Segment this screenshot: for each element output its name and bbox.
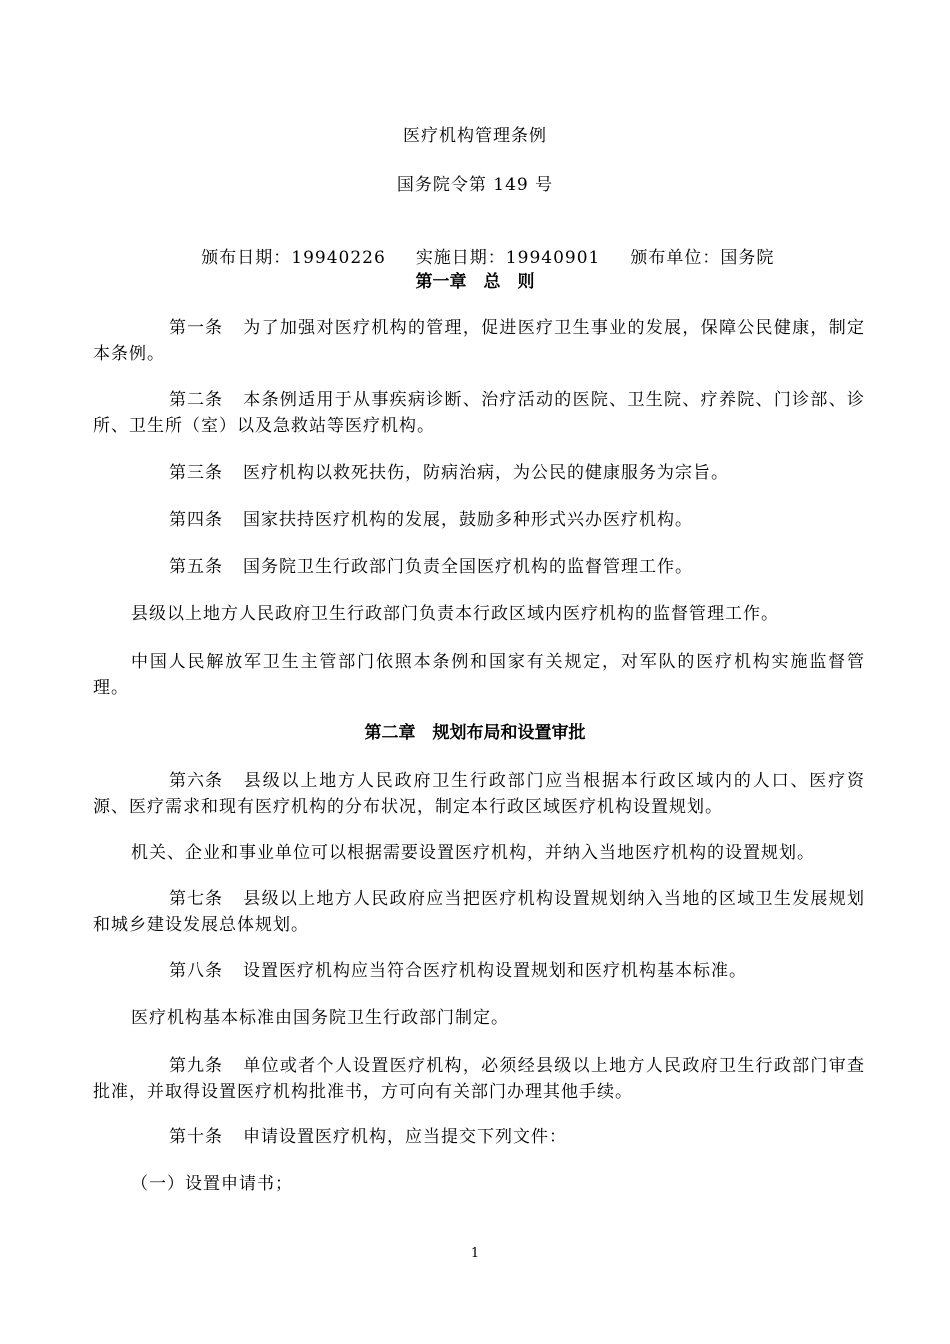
chapter-heading: 第一章 总 则: [415, 272, 535, 292]
article-text: 医疗机构以救死扶伤，防病治病，为公民的健康服务为宗旨。: [243, 463, 729, 483]
article-number: 第四条: [169, 510, 223, 530]
paragraph-text: 机关、企业和事业单位可以根据需要设置医疗机构，并纳入当地医疗机构的设置规划。: [131, 843, 815, 863]
chapter-heading: 第二章 规划布局和设置审批: [364, 723, 586, 743]
page-number: 1: [470, 1246, 480, 1261]
article-paragraph: [93, 768, 865, 820]
body-paragraph: [93, 1005, 865, 1031]
article-paragraph: [93, 958, 865, 984]
article-paragraph: [93, 554, 865, 580]
article-number: 第九条: [169, 1056, 223, 1076]
paragraph-text: 医疗机构基本标准由国务院卫生行政部门制定。: [131, 1008, 509, 1028]
article-text: 本条例适用于从事疾病诊断、治疗活动的医院、卫生院、疗养院、门诊部、诊所、卫生所（室）以及急救站等医疗机构。: [93, 390, 865, 436]
article-number: 第六条: [169, 771, 223, 791]
article-paragraph: [93, 886, 865, 938]
body-paragraph: [93, 840, 865, 866]
article-number: 第七条: [169, 889, 223, 909]
list-item: [93, 1171, 865, 1197]
article-number: 第一条: [169, 318, 223, 338]
article-text: 国家扶持医疗机构的发展，鼓励多种形式兴办医疗机构。: [243, 510, 693, 530]
effective-date: 实施日期：19940901: [415, 248, 601, 268]
article-text: 设置医疗机构应当符合医疗机构设置规划和医疗机构基本标准。: [243, 961, 747, 981]
article-number: 第三条: [169, 463, 223, 483]
article-text: 县级以上地方人民政府卫生行政部门应当根据本行政区域内的人口、医疗资源、医疗需求和现有医疗机构的分布状况，制定本行政区域医疗机构设置规划。: [93, 771, 865, 817]
body-paragraph: [93, 601, 865, 627]
issue-date: 颁布日期：19940226: [201, 248, 386, 268]
article-text: 单位或者个人设置医疗机构，必须经县级以上地方人民政府卫生行政部门审查批准，并取得设置医疗机构批准书，方可向有关部门办理其他手续。: [93, 1056, 865, 1102]
article-paragraph: [93, 460, 865, 486]
article-number: 第五条: [169, 557, 223, 577]
article-text: 国务院卫生行政部门负责全国医疗机构的监督管理工作。: [243, 557, 693, 577]
document-title: 医疗机构管理条例: [403, 126, 547, 146]
article-number: 第二条: [169, 390, 223, 410]
article-paragraph: [93, 507, 865, 533]
article-paragraph: [93, 387, 865, 439]
article-paragraph: [93, 315, 865, 367]
paragraph-text: 县级以上地方人民政府卫生行政部门负责本行政区域内医疗机构的监督管理工作。: [131, 604, 779, 624]
article-paragraph: [93, 1053, 865, 1105]
article-number: 第八条: [169, 961, 223, 981]
issuer: 颁布单位：国务院: [630, 248, 775, 268]
article-number: 第十条: [169, 1127, 223, 1147]
article-paragraph: [93, 1124, 865, 1150]
list-item-text: （一）设置申请书；: [131, 1174, 293, 1194]
article-text: 申请设置医疗机构，应当提交下列文件：: [243, 1127, 567, 1147]
decree-number: 国务院令第 149 号: [396, 175, 554, 195]
paragraph-text: 中国人民解放军卫生主管部门依照本条例和国家有关规定，对军队的医疗机构实施监督管理。: [93, 652, 865, 698]
body-paragraph: [93, 649, 865, 701]
article-text: 县级以上地方人民政府应当把医疗机构设置规划纳入当地的区域卫生发展规划和城乡建设发展总体规划。: [93, 889, 865, 935]
article-text: 为了加强对医疗机构的管理，促进医疗卫生事业的发展，保障公民健康，制定本条例。: [93, 318, 865, 364]
